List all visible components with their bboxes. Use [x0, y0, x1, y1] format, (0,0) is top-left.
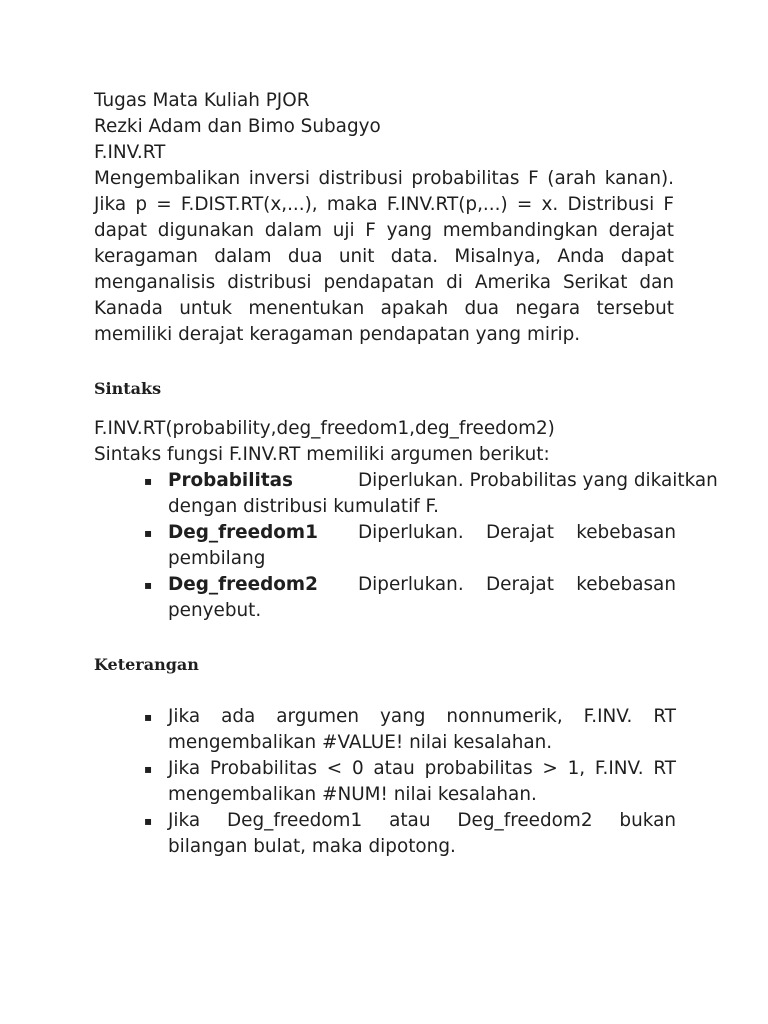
function-name: F.INV.RT [94, 142, 166, 163]
argument-name: Deg_freedom1 [168, 522, 318, 543]
argument-description: Diperlukan. Derajat kebebasan [358, 574, 676, 595]
argument-item [94, 572, 676, 624]
remark-item [94, 756, 676, 808]
remark-item [94, 704, 676, 756]
syntax-intro: Sintaks fungsi F.INV.RT memiliki argumen berikut: [94, 444, 550, 465]
document-authors: Rezki Adam dan Bimo Subagyo [94, 116, 381, 137]
argument-description-continued: dengan distribusi kumulatif F. [168, 496, 439, 517]
argument-name: Probabilitas [168, 470, 293, 491]
bullet-icon: ▪ [144, 578, 153, 592]
remarks-list [94, 704, 676, 860]
argument-item [94, 468, 718, 520]
remark-text: Jika ada argumen yang nonnumerik, F.INV. RT mengembalikan #VALUE! nilai kesalahan. [168, 706, 676, 753]
argument-item [94, 520, 676, 572]
bullet-icon: ▪ [144, 526, 153, 540]
bullet-icon: ▪ [144, 710, 153, 724]
argument-description: Diperlukan. Probabilitas yang dikaitkan [358, 470, 718, 491]
argument-list [94, 468, 718, 624]
remark-text: Jika Deg_freedom1 atau Deg_freedom2 bukan bilangan bulat, maka dipotong. [168, 810, 676, 857]
intro-paragraph: Mengembalikan inversi distribusi probabilitas F (arah kanan). Jika p = F.DIST.RT(x,...), maka F.INV.RT(p,...) = x. Distribusi F dapat digunakan dalam uji F yang membandingkan derajat keragaman dalam dua unit data. Misalnya, Anda dapat menganalisis distribusi pendapatan di Amerika Serikat dan Kanada untuk menentukan apakah dua negara tersebut memiliki derajat keragaman pendapatan yang mirip. [94, 168, 674, 345]
argument-description-continued: pembilang [168, 548, 266, 569]
document-title: Tugas Mata Kuliah PJOR [94, 90, 310, 111]
document-page [94, 88, 718, 860]
syntax-heading: Sintaks [94, 379, 162, 398]
argument-description-continued: penyebut. [168, 600, 262, 621]
bullet-icon: ▪ [144, 814, 153, 828]
remarks-heading: Keterangan [94, 655, 199, 674]
argument-name: Deg_freedom2 [168, 574, 318, 595]
syntax-formula: F.INV.RT(probability,deg_freedom1,deg_freedom2) [94, 418, 555, 439]
remark-text: Jika Probabilitas < 0 atau probabilitas > 1, F.INV. RT mengembalikan #NUM! nilai kesalahan. [168, 758, 676, 805]
remark-item [94, 808, 676, 860]
bullet-icon: ▪ [144, 762, 153, 776]
bullet-icon: ▪ [144, 474, 153, 488]
argument-description: Diperlukan. Derajat kebebasan [358, 522, 676, 543]
